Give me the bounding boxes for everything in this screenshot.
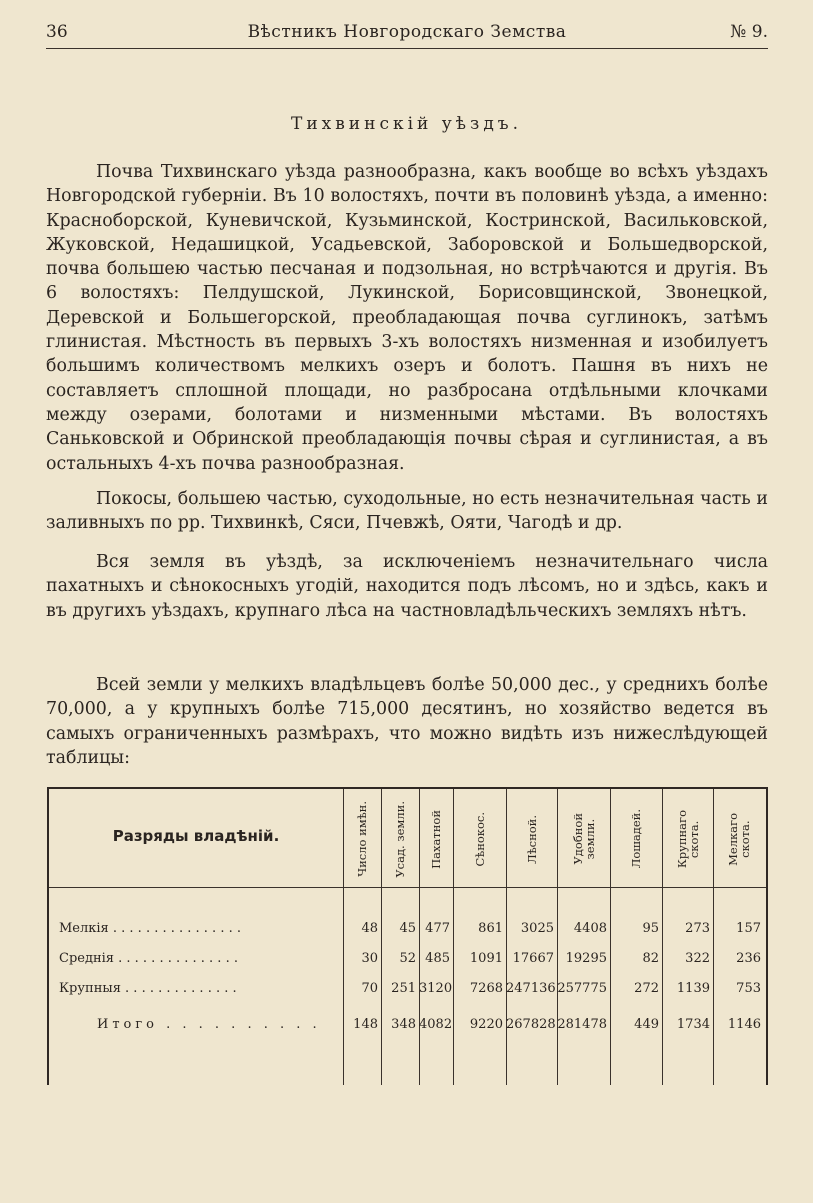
column-header-label: Удобной земли. xyxy=(570,813,597,865)
table-cell: 1091 xyxy=(469,951,503,966)
table-cell: 1139 xyxy=(676,981,710,996)
column-header xyxy=(506,793,557,885)
table-cell: 273 xyxy=(685,921,710,936)
paragraph-landholdings: Всей земли у мелкихъ владѣльцевъ болѣе 50,000 дес., у среднихъ болѣе 70,000, а у крупныхъ болѣе 715,000 десятинъ, но хозяйство ведется въ самыхъ ограниченныхъ размѣрахъ, что можно видѣть изъ нижеслѣдующей таблицы: xyxy=(46,675,768,768)
table-cell: 251 xyxy=(391,981,416,996)
column-header xyxy=(557,793,610,885)
table-cell: 4408 xyxy=(573,921,607,936)
table-cell: 272 xyxy=(634,981,659,996)
column-header-label: Усад. земли. xyxy=(393,800,407,878)
table-row xyxy=(49,915,766,945)
table-cell: 267828 xyxy=(506,1017,556,1032)
table-cell: 4082 xyxy=(419,1017,453,1032)
table-row xyxy=(49,975,766,1005)
table-cell: 861 xyxy=(478,921,503,936)
column-header-label: Число имѣн. xyxy=(355,801,369,877)
table-cell: 3120 xyxy=(419,981,453,996)
table-cell: 70 xyxy=(361,981,378,996)
table-cell: 236 xyxy=(736,951,761,966)
row-label: Крупныя . . . . . . . . . . . . . . xyxy=(59,981,237,996)
category-header: Разряды владѣній. xyxy=(112,827,280,845)
table-cell: 485 xyxy=(425,951,450,966)
table-cell: 95 xyxy=(642,921,659,936)
row-label: Среднія . . . . . . . . . . . . . . . xyxy=(59,951,238,966)
header-rule xyxy=(46,48,768,49)
table-cell: 449 xyxy=(634,1017,659,1032)
table-row xyxy=(49,945,766,975)
paragraph-soil: Почва Тихвинскаго уѣзда разнообразна, какъ вообще во всѣхъ уѣздахъ Новгородской губерніи. Въ 10 волостяхъ, почти въ половинѣ уѣзда, а именно: Красноборской, Куневичской, Кузьминской, Костринской, Васильковской, Жуковской, Недашицкой, Усадьевской, Заборовской и Большедворской, почва большею частью песчаная и подзольная, но встрѣчаются и другія. Въ 6 волостяхъ: Пелдушской, Лукинской, Борисовщинской, Звонецкой, Деревской и Большегорской, преобладающая почва суглинокъ, затѣмъ глинистая. Мѣстность въ первыхъ 3-хъ волостяхъ низменная и изобилуетъ большимъ количествомъ мелкихъ озеръ и болотъ. Пашня въ нихъ не составляетъ сплошной площади, но разбросана отдѣльными клочками между озерами, болотами и низменными мѣстами. Въ волостяхъ Саньковской и Обринской преобладающія почвы сѣрая и суглинистая, а въ остальныхъ 4-хъ почва разнообразная. xyxy=(46,162,768,474)
table-cell: 19295 xyxy=(565,951,607,966)
table-cell: 348 xyxy=(391,1017,416,1032)
column-header xyxy=(381,793,419,885)
column-header-label: Пахатной xyxy=(429,809,443,869)
table-cell: 257775 xyxy=(557,981,607,996)
table-cell: 753 xyxy=(736,981,761,996)
column-header xyxy=(713,793,764,885)
page-number: 36 xyxy=(46,22,68,42)
column-header-label: Мелкаго скота. xyxy=(725,812,752,866)
table-cell: 281478 xyxy=(557,1017,607,1032)
column-header xyxy=(343,793,381,885)
column-header xyxy=(419,793,453,885)
table-cell: 477 xyxy=(425,921,450,936)
row-label: Итого . . . . . . . . . . xyxy=(97,1017,321,1032)
table-cell: 9220 xyxy=(469,1017,503,1032)
table-cell: 1734 xyxy=(676,1017,710,1032)
row-label: Мелкія . . . . . . . . . . . . . . . . xyxy=(59,921,241,936)
table-cell: 148 xyxy=(353,1017,378,1032)
table-cell: 7268 xyxy=(469,981,503,996)
table-cell: 17667 xyxy=(512,951,554,966)
column-header xyxy=(453,793,506,885)
column-header-label: Лошадей. xyxy=(629,809,643,869)
table-cell: 82 xyxy=(642,951,659,966)
table-cell: 247136 xyxy=(506,981,556,996)
column-header-label: Лѣсной. xyxy=(524,814,539,864)
table-cell: 322 xyxy=(685,951,710,966)
column-header-label: Сѣнокос. xyxy=(472,811,487,867)
table-header-rule xyxy=(49,887,766,888)
table-cell: 52 xyxy=(399,951,416,966)
table-cell: 1146 xyxy=(727,1017,761,1032)
column-header-label: Крупнаго скота. xyxy=(674,809,701,869)
table-cell: 3025 xyxy=(520,921,554,936)
paragraph-meadows: Покосы, большею частью, суходольные, но есть незначительная часть и заливныхъ по рр. Тихвинкѣ, Сяси, Пчевжѣ, Ояти, Чагодѣ и др. xyxy=(46,489,768,534)
table-cell: 30 xyxy=(361,951,378,966)
section-title: Тихвинскій уѣздъ. xyxy=(290,114,523,134)
column-header xyxy=(610,793,662,885)
column-header xyxy=(662,793,713,885)
table-cell: 157 xyxy=(736,921,761,936)
journal-title: Вѣстникъ Новгородскаго Земства xyxy=(247,22,567,42)
landholding-table xyxy=(47,787,768,1085)
table-cell: 45 xyxy=(399,921,416,936)
total-row xyxy=(49,1011,766,1041)
paragraph-forest: Вся земля въ уѣздѣ, за исключеніемъ незначительнаго числа пахатныхъ и сѣнокосныхъ угодій, находится подъ лѣсомъ, но и здѣсь, какъ и въ другихъ уѣздахъ, крупнаго лѣса на частновладѣльческихъ земляхъ нѣтъ. xyxy=(46,552,768,621)
issue-number: № 9. xyxy=(730,22,768,42)
table-cell: 48 xyxy=(361,921,378,936)
running-header xyxy=(46,22,768,48)
